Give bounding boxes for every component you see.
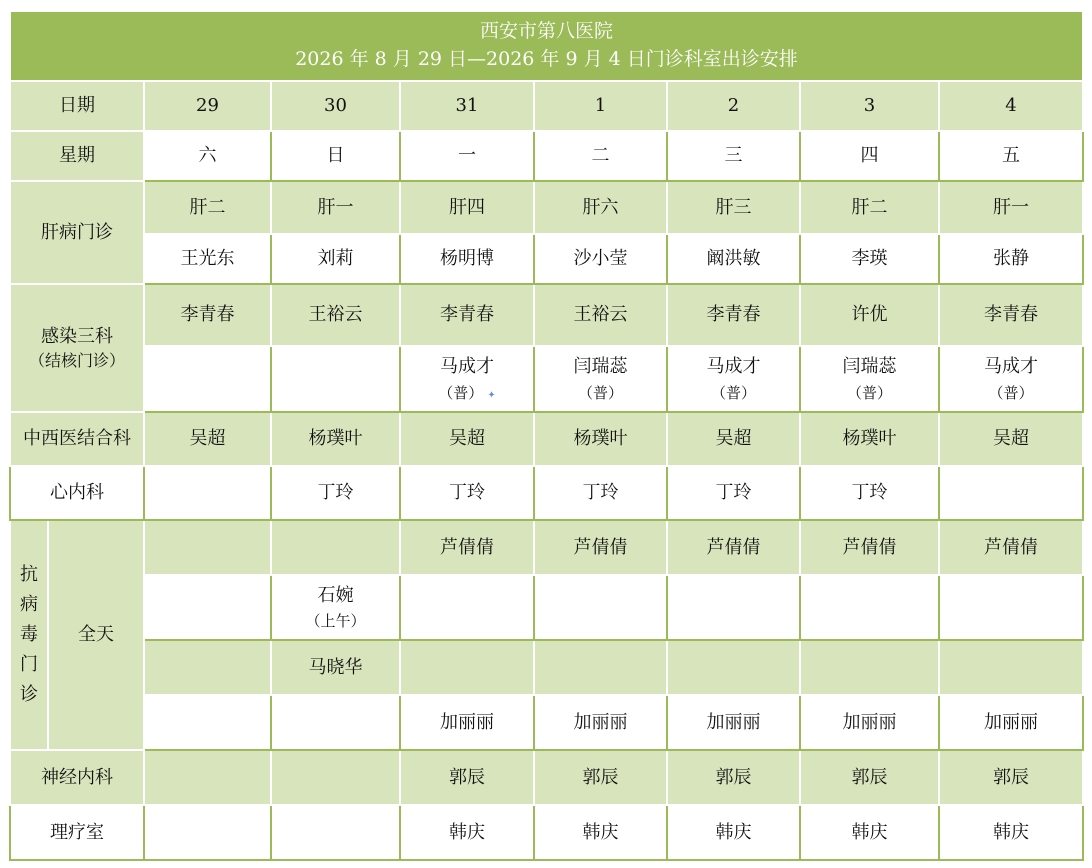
liver-clinic-label: 肝病门诊 [10, 181, 144, 284]
doctor-cell: 马晓华 [271, 640, 400, 695]
infection-dept-label [10, 284, 144, 412]
doctor-cell: 芦倩倩 [534, 520, 667, 575]
empty-cell [667, 575, 800, 640]
infection-row-2 [10, 346, 1083, 412]
doctor-cell: 李青春 [400, 284, 534, 346]
cardio-row [10, 466, 1083, 520]
neuro-row [10, 750, 1083, 805]
doctor-cell: 郭辰 [400, 750, 534, 805]
doctor-cell: 许优 [800, 284, 939, 346]
doctor-cell: 芦倩倩 [667, 520, 800, 575]
doctor-cell: 杨明博 [400, 234, 534, 284]
doctor-cell [939, 346, 1083, 412]
doctor-cell: 芦倩倩 [939, 520, 1083, 575]
ward-cell: 肝四 [400, 181, 534, 234]
empty-cell [800, 575, 939, 640]
doctor-cell: 李青春 [939, 284, 1083, 346]
liver-ward-row [10, 181, 1083, 234]
doctor-name: 闫瑞蕊 [573, 356, 628, 378]
date-cell: 4 [939, 81, 1083, 131]
doctor-cell [271, 805, 400, 860]
doctor-cell: 吴超 [667, 412, 800, 466]
doctor-cell: 王裕云 [271, 284, 400, 346]
weekday-cell: 二 [534, 131, 667, 181]
weekday-cell: 四 [800, 131, 939, 181]
doctor-cell: 杨璞叶 [271, 412, 400, 466]
empty-cell [534, 575, 667, 640]
doctor-cell: 加丽丽 [534, 695, 667, 750]
cardio-dept-label: 心内科 [10, 466, 144, 520]
schedule-period: 2026 年 8 月 29 日—2026 年 9 月 4 日门诊科室出诊安排 [295, 48, 798, 70]
doctor-cell: 韩庆 [534, 805, 667, 860]
liver-doctor-row [10, 234, 1083, 284]
morning-note: （上午） [305, 612, 366, 631]
physio-row [10, 805, 1083, 860]
infection-row-1 [10, 284, 1083, 346]
doctor-cell: 丁玲 [800, 466, 939, 520]
sparkle-icon: ✦ [487, 389, 496, 401]
empty-cell [271, 346, 400, 412]
doctor-cell [144, 695, 271, 750]
doctor-cell: 郭辰 [939, 750, 1083, 805]
doctor-cell: 韩庆 [400, 805, 534, 860]
weekday-cell: 日 [271, 131, 400, 181]
antiviral-clinic-label: 抗 病 毒 门 诊 [10, 520, 48, 750]
doctor-cell: 张静 [939, 234, 1083, 284]
antiviral-row-2 [10, 575, 1083, 640]
ward-cell: 肝六 [534, 181, 667, 234]
doctor-cell [400, 346, 534, 412]
doctor-cell [144, 520, 271, 575]
doctor-cell: 丁玲 [400, 466, 534, 520]
doctor-cell: 加丽丽 [400, 695, 534, 750]
tcm-row [10, 412, 1083, 466]
tb-clinic-note: （结核门诊） [28, 351, 125, 371]
general-note: （普） [846, 383, 892, 402]
physio-dept-label: 理疗室 [10, 805, 144, 860]
doctor-cell: 李青春 [667, 284, 800, 346]
doctor-cell: 丁玲 [667, 466, 800, 520]
weekday-row [10, 131, 1083, 181]
doctor-cell [939, 466, 1083, 520]
doctor-cell: 丁玲 [534, 466, 667, 520]
infection-dept-name: 感染三科 [41, 325, 113, 347]
doctor-cell: 吴超 [400, 412, 534, 466]
date-cell: 30 [271, 81, 400, 131]
antiviral-row-1 [10, 520, 1083, 575]
doctor-cell: 韩庆 [800, 805, 939, 860]
doctor-cell: 李瑛 [800, 234, 939, 284]
doctor-cell: 加丽丽 [939, 695, 1083, 750]
ward-cell: 肝一 [939, 181, 1083, 234]
hospital-name: 西安市第八医院 [479, 20, 613, 43]
ward-cell: 肝二 [800, 181, 939, 234]
antiviral-row-3 [10, 640, 1083, 695]
doctor-cell: 刘莉 [271, 234, 400, 284]
weekday-label: 星期 [10, 131, 144, 181]
doctor-cell [800, 640, 939, 695]
doctor-cell: 阚洪敏 [667, 234, 800, 284]
doctor-cell [271, 575, 400, 640]
tcm-dept-label: 中西医结合科 [10, 412, 144, 466]
date-cell: 1 [534, 81, 667, 131]
doctor-name: 马成才 [440, 356, 494, 378]
doctor-cell [534, 346, 667, 412]
doctor-cell [667, 346, 800, 412]
doctor-cell: 加丽丽 [667, 695, 800, 750]
period-label: 全天 [48, 520, 144, 750]
ward-cell: 肝一 [271, 181, 400, 234]
doctor-cell [800, 346, 939, 412]
date-cell: 31 [400, 81, 534, 131]
weekday-cell: 六 [144, 131, 271, 181]
doctor-cell: 郭辰 [667, 750, 800, 805]
doctor-cell: 韩庆 [939, 805, 1083, 860]
doctor-name: 闫瑞蕊 [842, 356, 897, 378]
doctor-cell [400, 640, 534, 695]
general-note: （普） [710, 383, 756, 402]
schedule-container [9, 10, 1084, 861]
doctor-cell: 王光东 [144, 234, 271, 284]
doctor-cell: 郭辰 [800, 750, 939, 805]
antiviral-row-4 [10, 695, 1083, 750]
table-title [10, 11, 1083, 81]
doctor-cell: 吴超 [144, 412, 271, 466]
doctor-cell: 加丽丽 [800, 695, 939, 750]
ward-cell: 肝二 [144, 181, 271, 234]
doctor-cell [144, 805, 271, 860]
date-label: 日期 [10, 81, 144, 131]
doctor-cell: 吴超 [939, 412, 1083, 466]
doctor-name: 马成才 [984, 356, 1038, 378]
general-note: （普） [988, 383, 1034, 402]
empty-cell [144, 346, 271, 412]
date-row [10, 81, 1083, 131]
doctor-cell [271, 520, 400, 575]
doctor-cell: 芦倩倩 [400, 520, 534, 575]
doctor-cell: 沙小莹 [534, 234, 667, 284]
date-cell: 2 [667, 81, 800, 131]
empty-cell [939, 575, 1083, 640]
doctor-cell: 杨璞叶 [800, 412, 939, 466]
doctor-name: 石婉 [317, 584, 354, 606]
doctor-cell: 王裕云 [534, 284, 667, 346]
weekday-cell: 一 [400, 131, 534, 181]
empty-cell [400, 575, 534, 640]
ward-cell: 肝三 [667, 181, 800, 234]
doctor-cell: 丁玲 [271, 466, 400, 520]
doctor-cell: 郭辰 [534, 750, 667, 805]
doctor-cell: 李青春 [144, 284, 271, 346]
weekday-cell: 五 [939, 131, 1083, 181]
neuro-dept-label: 神经内科 [10, 750, 144, 805]
doctor-cell: 芦倩倩 [800, 520, 939, 575]
doctor-cell [144, 640, 271, 695]
doctor-cell [271, 695, 400, 750]
doctor-cell: 韩庆 [667, 805, 800, 860]
empty-cell [144, 575, 271, 640]
date-cell: 29 [144, 81, 271, 131]
doctor-name: 马成才 [706, 356, 761, 378]
title-row [10, 11, 1083, 81]
doctor-cell [144, 750, 271, 805]
doctor-cell [939, 640, 1083, 695]
doctor-cell [144, 466, 271, 520]
doctor-cell [534, 640, 667, 695]
doctor-cell [667, 640, 800, 695]
general-note: （普） ✦ [438, 383, 496, 402]
weekday-cell: 三 [667, 131, 800, 181]
schedule-table [9, 10, 1084, 861]
doctor-cell [271, 750, 400, 805]
doctor-cell: 杨璞叶 [534, 412, 667, 466]
general-note: （普） [577, 383, 623, 402]
date-cell: 3 [800, 81, 939, 131]
